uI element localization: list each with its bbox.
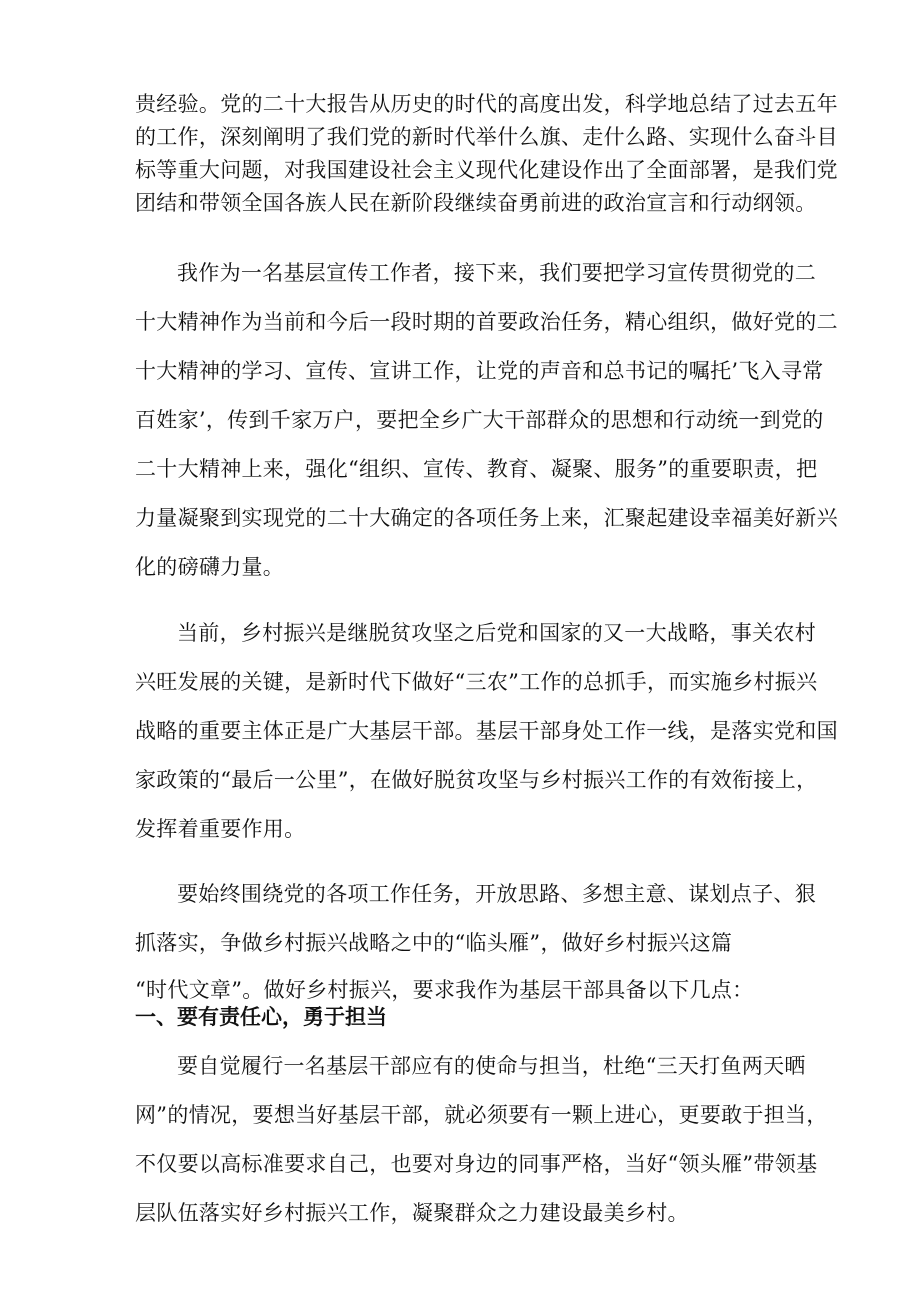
paragraph-4 bbox=[135, 870, 816, 1002]
document-body bbox=[135, 88, 838, 1238]
paragraph-line: 层队伍落实好乡村振兴工作，凝聚群众之力建设最美乡村。 bbox=[135, 1201, 689, 1225]
paragraph-line: 团结和带领全国各族人民在新阶段继续奋勇前进的政治宣言和行动纲领。 bbox=[135, 191, 817, 215]
section-heading: 一、要有责任心，勇于担当 bbox=[135, 1005, 387, 1029]
paragraph-1 bbox=[135, 88, 838, 220]
paragraph-line: 百姓家’，传到千家万户，要把全乡广大干部群众的思想和行动统一到党的 bbox=[135, 408, 824, 432]
paragraph-line: 当前，乡村振兴是继脱贫攻坚之后党和国家的又一大战略，事关农村 bbox=[177, 621, 816, 645]
paragraph-line: 力量凝聚到实现党的二十大确定的各项任务上来，汇聚起建设幸福美好新兴 bbox=[135, 506, 838, 530]
paragraph-line: “时代文章”。做好乡村振兴，要求我作为基层干部具备以下几点： bbox=[135, 978, 754, 1002]
paragraph-line: 我作为一名基层宣传工作者，接下来，我们要把学习宣传贯彻党的二 bbox=[177, 261, 816, 285]
paragraph-line: 战略的重要主体正是广大基层干部。基层干部身处工作一线，是落实党和国 bbox=[135, 719, 838, 743]
paragraph-line: 要自觉履行一名基层干部应有的使命与担当，杜绝“三天打鱼两天晒 bbox=[177, 1054, 806, 1078]
paragraph-line: 发挥着重要作用。 bbox=[135, 817, 306, 841]
paragraph-line: 十大精神的学习、宣传、宣讲工作，让党的声音和总书记的嘱托’飞入寻常 bbox=[135, 359, 824, 383]
section-paragraph bbox=[135, 1042, 828, 1238]
paragraph-line: 十大精神作为当前和今后一段时期的首要政治任务，精心组织，做好党的二 bbox=[135, 310, 838, 334]
paragraph-line: 不仅要以高标准要求自己，也要对身边的同事严格，当好“领头雁”带领基 bbox=[135, 1152, 818, 1176]
paragraph-line: 标等重大问题，对我国建设社会主义现代化建设作出了全面部署，是我们党 bbox=[135, 158, 838, 182]
paragraph-line: 二十大精神上来，强化“组织、宣传、教育、凝聚、服务”的重要职责，把 bbox=[135, 457, 818, 481]
paragraph-line: 抓落实，争做乡村振兴战略之中的“临头雁”，做好乡村振兴这篇 bbox=[135, 931, 733, 955]
paragraph-2 bbox=[135, 249, 838, 592]
paragraph-3 bbox=[135, 609, 838, 854]
paragraph-line: 的工作，深刻阐明了我们党的新时代举什么旗、走什么路、实现什么奋斗目 bbox=[135, 125, 838, 149]
paragraph-line: 网”的情况，要想当好基层干部，就必须要有一颗上进心，更要敢于担当， bbox=[135, 1103, 828, 1127]
paragraph-line: 化的磅礴力量。 bbox=[135, 555, 285, 579]
paragraph-line: 兴旺发展的关键，是新时代下做好“三农”工作的总抓手，而实施乡村振兴 bbox=[135, 670, 818, 694]
paragraph-line: 家政策的“最后一公里”，在做好脱贫攻坚与乡村振兴工作的有效衔接上， bbox=[135, 768, 818, 792]
paragraph-line: 要始终围绕党的各项工作任务，开放思路、多想主意、谋划点子、狠 bbox=[177, 882, 816, 906]
paragraph-line: 贵经验。党的二十大报告从历史的时代的高度出发，科学地总结了过去五年 bbox=[135, 92, 838, 116]
